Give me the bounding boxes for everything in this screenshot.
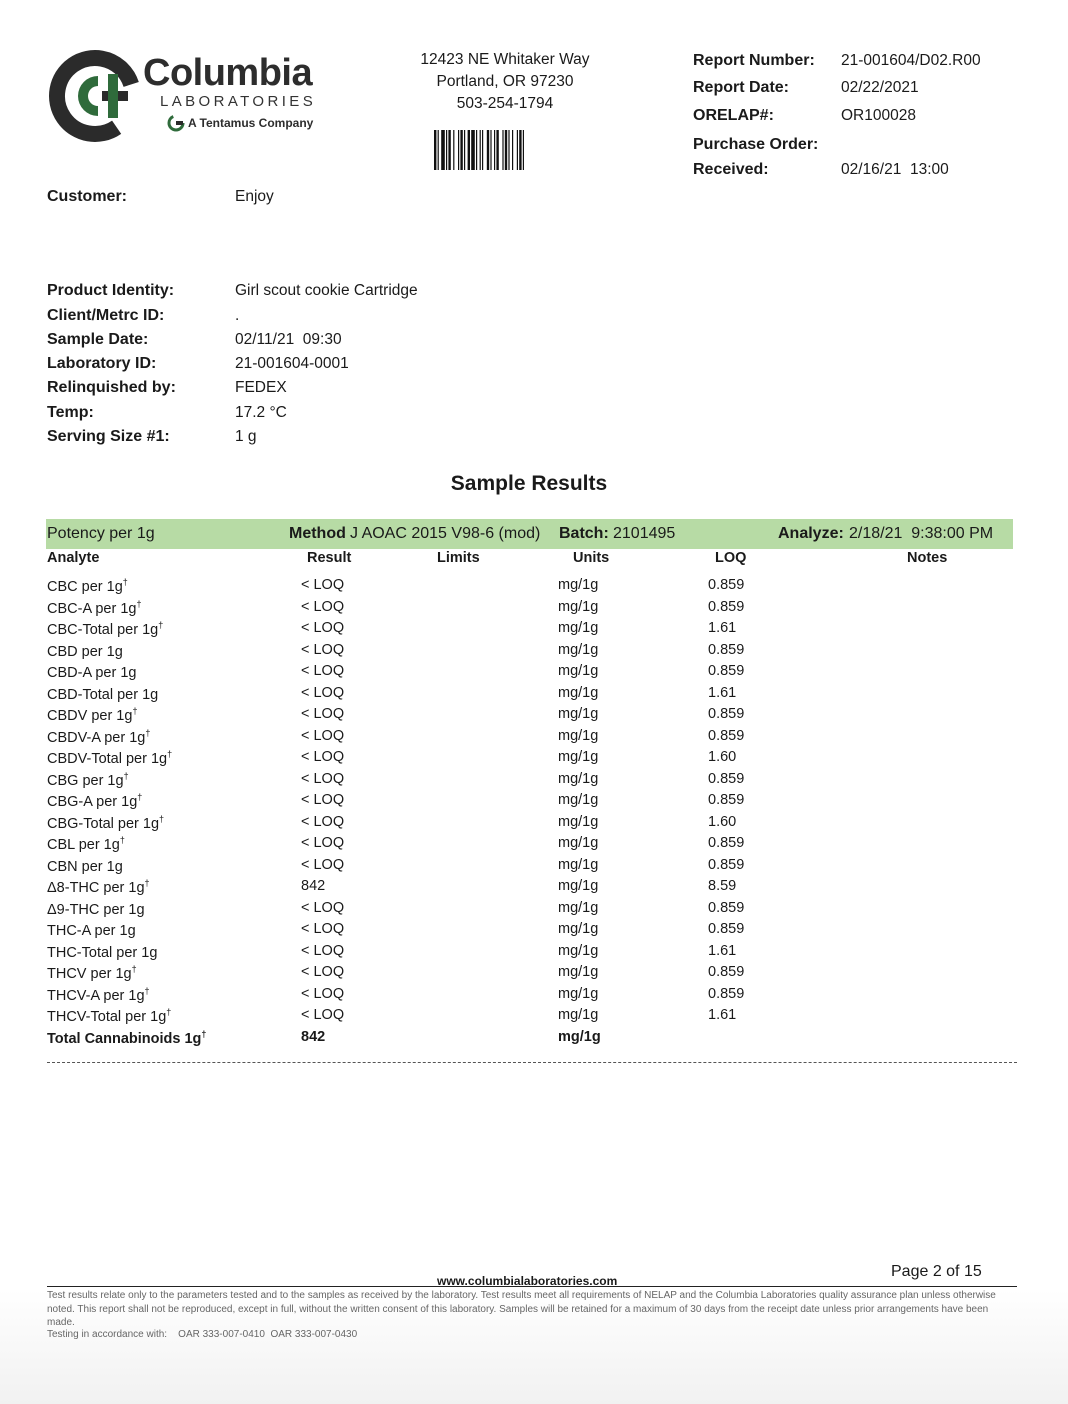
disclaimer-text: Test results relate only to the parameters tested and to the samples as received by the laboratory. Test results meet all requirements of NELAP and the Columbia Laboratories quality assurance plan unless otherwise noted. This report shall not be reproduced, except in full, without the written consent of this laboratory. Samples will be retained for a maximum of 30 days from the receipt date unless prior arrangements have been made. bbox=[47, 1290, 996, 1328]
header-analyte: Analyte bbox=[47, 550, 100, 566]
result-cell-text: < LOQ bbox=[301, 706, 345, 722]
result-cell bbox=[301, 1007, 344, 1023]
loq-cell bbox=[708, 835, 744, 851]
orelap-value: OR100028 bbox=[841, 107, 916, 124]
loq-cell bbox=[708, 749, 736, 765]
units-cell-text: mg/1g bbox=[558, 663, 599, 679]
result-cell bbox=[301, 857, 344, 873]
loq-cell-text: 1.61 bbox=[708, 1007, 737, 1023]
result-cell-text: < LOQ bbox=[301, 663, 345, 679]
table-row bbox=[0, 768, 1068, 789]
units-cell bbox=[558, 663, 598, 679]
serving-size-value: 1 g bbox=[235, 428, 257, 445]
loq-cell bbox=[708, 964, 744, 980]
loq-cell-text: 8.59 bbox=[708, 878, 737, 894]
analyte-cell bbox=[47, 642, 123, 660]
units-cell-text: mg/1g bbox=[558, 792, 599, 808]
result-cell bbox=[301, 577, 344, 593]
analyte-cell-text: CBC-Total per 1g bbox=[47, 621, 159, 638]
result-cell-text: < LOQ bbox=[301, 942, 345, 959]
analyte-cell bbox=[47, 685, 158, 703]
loq-cell bbox=[708, 792, 744, 808]
loq-cell-text: 0.859 bbox=[708, 663, 745, 679]
loq-cell-text: 1.61 bbox=[708, 942, 737, 959]
result-cell-text: < LOQ bbox=[301, 899, 345, 916]
dagger-mark: † bbox=[201, 1028, 207, 1039]
units-cell-text: mg/1g bbox=[558, 985, 599, 1002]
loq-cell bbox=[708, 663, 744, 679]
table-row bbox=[0, 832, 1068, 853]
brand-tagline: A Tentamus Company bbox=[188, 116, 314, 130]
table-row bbox=[0, 875, 1068, 896]
units-cell-text: mg/1g bbox=[558, 856, 599, 873]
result-cell-text: < LOQ bbox=[301, 792, 345, 808]
analyte-cell-text: CBL per 1g bbox=[47, 836, 120, 853]
loq-cell-text: 1.60 bbox=[708, 749, 737, 765]
dagger-mark: † bbox=[119, 835, 125, 845]
units-cell bbox=[558, 1029, 601, 1045]
product-identity-value: Girl scout cookie Cartridge bbox=[235, 282, 418, 299]
units-cell bbox=[558, 642, 598, 658]
result-cell-text: < LOQ bbox=[301, 964, 345, 980]
loq-cell bbox=[708, 599, 744, 615]
loq-cell-text: 0.859 bbox=[708, 706, 745, 722]
result-cell bbox=[301, 642, 344, 658]
result-cell bbox=[301, 1029, 325, 1045]
result-cell bbox=[301, 835, 344, 851]
loq-cell bbox=[708, 921, 744, 937]
result-cell bbox=[301, 685, 344, 701]
received-label: Received: bbox=[693, 161, 769, 178]
dagger-mark: † bbox=[136, 598, 142, 609]
analyte-cell bbox=[47, 964, 137, 982]
units-cell bbox=[558, 1007, 598, 1023]
address-street: 12423 NE Whitaker Way bbox=[420, 51, 590, 68]
report-number-value: 21-001604/D02.R00 bbox=[841, 52, 981, 69]
website-link[interactable]: www.columbialaboratories.com bbox=[437, 1274, 618, 1288]
units-cell-text: mg/1g bbox=[558, 770, 599, 787]
table-row bbox=[0, 725, 1068, 746]
loq-cell-text: 0.859 bbox=[708, 577, 745, 593]
units-cell-text: mg/1g bbox=[558, 577, 599, 593]
analyte-cell bbox=[47, 1007, 171, 1025]
table-row bbox=[0, 811, 1068, 832]
result-cell bbox=[301, 728, 344, 744]
header-limits: Limits bbox=[437, 550, 480, 566]
units-cell-text: mg/1g bbox=[558, 598, 599, 615]
analyte-cell bbox=[47, 728, 150, 746]
table-row bbox=[0, 1026, 1068, 1047]
units-cell-text: mg/1g bbox=[558, 684, 599, 701]
table-row bbox=[0, 639, 1068, 660]
result-cell bbox=[301, 749, 344, 765]
loq-cell bbox=[708, 685, 736, 701]
result-cell bbox=[301, 943, 344, 959]
dagger-mark: † bbox=[159, 813, 165, 824]
table-row bbox=[0, 789, 1068, 810]
loq-cell-text: 0.859 bbox=[708, 964, 745, 980]
result-cell bbox=[301, 706, 344, 722]
analyte-cell-text: Total Cannabinoids 1g bbox=[47, 1030, 202, 1047]
units-cell bbox=[558, 728, 598, 744]
result-cell-text: < LOQ bbox=[301, 684, 345, 701]
customer-value: Enjoy bbox=[235, 188, 274, 205]
analyte-cell bbox=[47, 663, 136, 681]
relinquished-by-value: FEDEX bbox=[235, 379, 287, 396]
tentamus-icon bbox=[167, 114, 185, 132]
units-cell-text: mg/1g bbox=[558, 749, 599, 765]
received-value: 02/16/21 13:00 bbox=[841, 161, 949, 178]
analyte-cell-text: THC-A per 1g bbox=[47, 922, 136, 939]
loq-cell bbox=[708, 878, 736, 894]
dagger-mark: † bbox=[123, 770, 129, 781]
result-cell bbox=[301, 771, 344, 787]
table-row bbox=[0, 660, 1068, 681]
analyte-cell-text: CBG per 1g bbox=[47, 772, 124, 789]
units-cell-text: mg/1g bbox=[558, 620, 599, 636]
units-cell-text: mg/1g bbox=[558, 1007, 599, 1023]
analyte-cell-text: THCV-Total per 1g bbox=[47, 1008, 167, 1025]
table-row bbox=[0, 703, 1068, 724]
analyte-cell-text: CBG-A per 1g bbox=[47, 793, 138, 810]
header-result: Result bbox=[307, 550, 352, 566]
units-cell bbox=[558, 900, 598, 916]
loq-cell-text: 0.859 bbox=[708, 921, 745, 937]
units-cell-text: mg/1g bbox=[558, 878, 599, 894]
result-cell-text: < LOQ bbox=[301, 641, 345, 658]
result-cell bbox=[301, 792, 344, 808]
analyte-cell bbox=[47, 814, 164, 832]
loq-cell-text: 0.859 bbox=[708, 770, 745, 787]
result-cell bbox=[301, 878, 325, 894]
table-row bbox=[0, 918, 1068, 939]
result-cell bbox=[301, 900, 344, 916]
dagger-mark: † bbox=[144, 985, 150, 996]
analyte-cell bbox=[47, 1029, 206, 1047]
units-cell-text: mg/1g bbox=[558, 921, 599, 937]
loq-cell bbox=[708, 728, 744, 744]
dagger-mark: † bbox=[132, 706, 138, 716]
analyte-cell-text: CBDV-Total per 1g bbox=[47, 750, 168, 767]
result-cell bbox=[301, 814, 344, 830]
table-row bbox=[0, 596, 1068, 617]
batch-label: Batch: bbox=[559, 525, 609, 542]
product-identity-label: Product Identity: bbox=[47, 282, 175, 299]
analyte-cell bbox=[47, 599, 141, 617]
barcode bbox=[434, 130, 558, 170]
method-label: Method bbox=[289, 525, 346, 542]
analyte-cell bbox=[47, 878, 150, 896]
units-cell bbox=[558, 921, 598, 937]
table-row bbox=[0, 1004, 1068, 1025]
units-cell-text: mg/1g bbox=[558, 1028, 601, 1045]
analyte-cell bbox=[47, 921, 136, 939]
loq-cell bbox=[708, 706, 744, 722]
loq-cell bbox=[708, 900, 744, 916]
analyte-cell bbox=[47, 835, 125, 853]
result-cell-text: 842 bbox=[301, 1028, 326, 1045]
footer-divider bbox=[47, 1286, 1017, 1287]
analyte-cell-text: CBD-A per 1g bbox=[47, 664, 137, 681]
analyte-cell-text: THCV per 1g bbox=[47, 965, 132, 982]
report-date-label: Report Date: bbox=[693, 79, 790, 96]
analyte-cell-text: THC-Total per 1g bbox=[47, 944, 158, 961]
loq-cell-text: 0.859 bbox=[708, 598, 745, 615]
analyte-cell-text: CBD-Total per 1g bbox=[47, 686, 159, 703]
table-end-divider bbox=[47, 1062, 1017, 1063]
analyte-cell bbox=[47, 792, 142, 810]
dagger-mark: † bbox=[131, 964, 137, 974]
analyte-cell-text: Δ8-THC per 1g bbox=[47, 879, 145, 896]
table-row bbox=[0, 961, 1068, 982]
result-cell bbox=[301, 620, 344, 636]
dagger-mark: † bbox=[158, 620, 164, 630]
table-row bbox=[0, 574, 1068, 595]
analyze-value: 2/18/21 9:38:00 PM bbox=[849, 525, 994, 542]
units-cell-text: mg/1g bbox=[558, 964, 599, 980]
address-city: Portland, OR 97230 bbox=[436, 73, 574, 90]
loq-cell-text: 1.61 bbox=[708, 684, 737, 701]
analyte-cell-text: CBDV per 1g bbox=[47, 707, 133, 724]
dagger-mark: † bbox=[144, 878, 150, 888]
units-cell bbox=[558, 986, 598, 1002]
table-row bbox=[0, 617, 1068, 638]
analyte-cell bbox=[47, 577, 128, 595]
table-row bbox=[0, 940, 1068, 961]
analyte-cell-text: CBN per 1g bbox=[47, 858, 123, 875]
analyte-cell-text: CBC-A per 1g bbox=[47, 600, 137, 617]
loq-cell-text: 0.859 bbox=[708, 899, 745, 916]
units-cell bbox=[558, 835, 598, 851]
loq-cell-text: 0.859 bbox=[708, 727, 745, 744]
loq-cell bbox=[708, 577, 744, 593]
units-cell-text: mg/1g bbox=[558, 899, 599, 916]
units-cell-text: mg/1g bbox=[558, 706, 599, 722]
result-cell-text: < LOQ bbox=[301, 598, 345, 615]
table-row bbox=[0, 746, 1068, 767]
dagger-mark: † bbox=[167, 749, 173, 759]
table-row bbox=[0, 854, 1068, 875]
units-cell bbox=[558, 577, 598, 593]
units-cell bbox=[558, 620, 598, 636]
units-cell bbox=[558, 749, 598, 765]
units-cell bbox=[558, 878, 598, 894]
analyte-cell-text: Δ9-THC per 1g bbox=[47, 901, 145, 918]
result-cell-text: < LOQ bbox=[301, 985, 345, 1002]
dagger-mark: † bbox=[166, 1007, 172, 1017]
analyte-cell bbox=[47, 706, 137, 724]
dagger-mark: † bbox=[122, 577, 128, 587]
loq-cell bbox=[708, 1007, 736, 1023]
analyte-cell-text: CBC per 1g bbox=[47, 578, 123, 595]
loq-cell bbox=[708, 943, 736, 959]
result-cell-text: < LOQ bbox=[301, 813, 345, 830]
loq-cell-text: 0.859 bbox=[708, 856, 745, 873]
table-row bbox=[0, 682, 1068, 703]
sample-date-label: Sample Date: bbox=[47, 331, 149, 348]
address-phone: 503-254-1794 bbox=[456, 95, 554, 112]
analyte-cell-text: CBD per 1g bbox=[47, 643, 123, 660]
loq-cell bbox=[708, 986, 744, 1002]
report-number-label: Report Number: bbox=[693, 52, 815, 69]
page-number: Page 2 of 15 bbox=[891, 1263, 982, 1280]
loq-cell bbox=[708, 642, 744, 658]
loq-cell bbox=[708, 814, 736, 830]
loq-cell-text: 0.859 bbox=[708, 835, 745, 851]
analyte-cell-text: CBDV-A per 1g bbox=[47, 729, 146, 746]
units-cell bbox=[558, 857, 598, 873]
analyte-cell bbox=[47, 986, 150, 1004]
analyte-cell bbox=[47, 620, 163, 638]
units-cell bbox=[558, 792, 598, 808]
table-row bbox=[0, 983, 1068, 1004]
loq-cell bbox=[708, 620, 736, 636]
dagger-mark: † bbox=[137, 792, 143, 802]
result-cell-text: < LOQ bbox=[301, 856, 345, 873]
purchase-order-label: Purchase Order: bbox=[693, 136, 819, 153]
temp-value: 17.2 °C bbox=[235, 404, 287, 421]
loq-cell-text: 1.60 bbox=[708, 813, 737, 830]
result-cell-text: < LOQ bbox=[301, 1007, 345, 1023]
analyte-cell bbox=[47, 857, 123, 875]
testing-compliance: Testing in accordance with: OAR 333-007-0410 OAR 333-007-0430 bbox=[47, 1329, 358, 1340]
brand-name: Columbia bbox=[143, 52, 313, 94]
relinquished-by-label: Relinquished by: bbox=[47, 379, 176, 396]
result-cell-text: 842 bbox=[301, 878, 326, 894]
table-row bbox=[0, 897, 1068, 918]
metrc-id-label: Client/Metrc ID: bbox=[47, 307, 165, 324]
section-title: Sample Results bbox=[450, 472, 608, 495]
analyte-cell-text: THCV-A per 1g bbox=[47, 987, 145, 1004]
customer-label: Customer: bbox=[47, 188, 128, 205]
loq-cell bbox=[708, 771, 744, 787]
units-cell-text: mg/1g bbox=[558, 641, 599, 658]
units-cell-text: mg/1g bbox=[558, 727, 599, 744]
units-cell bbox=[558, 706, 598, 722]
analyte-cell bbox=[47, 771, 129, 789]
result-cell-text: < LOQ bbox=[301, 835, 345, 851]
metrc-id-value: . bbox=[235, 307, 240, 324]
result-cell-text: < LOQ bbox=[301, 577, 345, 593]
loq-cell-text: 0.859 bbox=[708, 792, 745, 808]
units-cell bbox=[558, 599, 598, 615]
result-cell bbox=[301, 599, 344, 615]
brand-subtitle: LABORATORIES bbox=[160, 93, 317, 110]
potency-label: Potency per 1g bbox=[47, 525, 155, 542]
result-cell-text: < LOQ bbox=[301, 921, 345, 937]
columbia-c-logo-icon bbox=[48, 48, 143, 144]
serving-size-label: Serving Size #1: bbox=[47, 428, 170, 445]
temp-label: Temp: bbox=[47, 404, 94, 421]
loq-cell-text: 0.859 bbox=[708, 985, 745, 1002]
analyte-cell bbox=[47, 900, 145, 918]
loq-cell-text: 0.859 bbox=[708, 641, 745, 658]
units-cell bbox=[558, 814, 598, 830]
sample-date-value: 02/11/21 09:30 bbox=[235, 331, 342, 348]
result-cell bbox=[301, 921, 344, 937]
units-cell-text: mg/1g bbox=[558, 813, 599, 830]
units-cell bbox=[558, 943, 598, 959]
header-loq: LOQ bbox=[715, 550, 747, 566]
result-cell-text: < LOQ bbox=[301, 620, 345, 636]
units-cell-text: mg/1g bbox=[558, 835, 599, 851]
result-cell-text: < LOQ bbox=[301, 770, 345, 787]
result-cell bbox=[301, 663, 344, 679]
loq-cell-text: 1.61 bbox=[708, 620, 737, 636]
result-cell bbox=[301, 964, 344, 980]
loq-cell bbox=[708, 857, 744, 873]
laboratory-id-label: Laboratory ID: bbox=[47, 355, 157, 372]
method-value: J AOAC 2015 V98-6 (mod) bbox=[350, 525, 541, 542]
orelap-label: ORELAP#: bbox=[693, 107, 774, 124]
units-cell-text: mg/1g bbox=[558, 942, 599, 959]
header-notes: Notes bbox=[907, 550, 948, 566]
result-cell-text: < LOQ bbox=[301, 749, 345, 765]
analyte-cell-text: CBG-Total per 1g bbox=[47, 815, 160, 832]
laboratory-id-value: 21-001604-0001 bbox=[235, 355, 349, 372]
analyze-label: Analyze: bbox=[778, 525, 844, 542]
result-cell bbox=[301, 986, 344, 1002]
units-cell bbox=[558, 685, 598, 701]
header-units: Units bbox=[573, 550, 610, 566]
report-date-value: 02/22/2021 bbox=[841, 79, 919, 96]
units-cell bbox=[558, 771, 598, 787]
analyte-cell bbox=[47, 943, 157, 961]
analyte-cell bbox=[47, 749, 172, 767]
units-cell bbox=[558, 964, 598, 980]
result-cell-text: < LOQ bbox=[301, 727, 345, 744]
dagger-mark: † bbox=[145, 727, 151, 738]
batch-value: 2101495 bbox=[613, 525, 676, 542]
